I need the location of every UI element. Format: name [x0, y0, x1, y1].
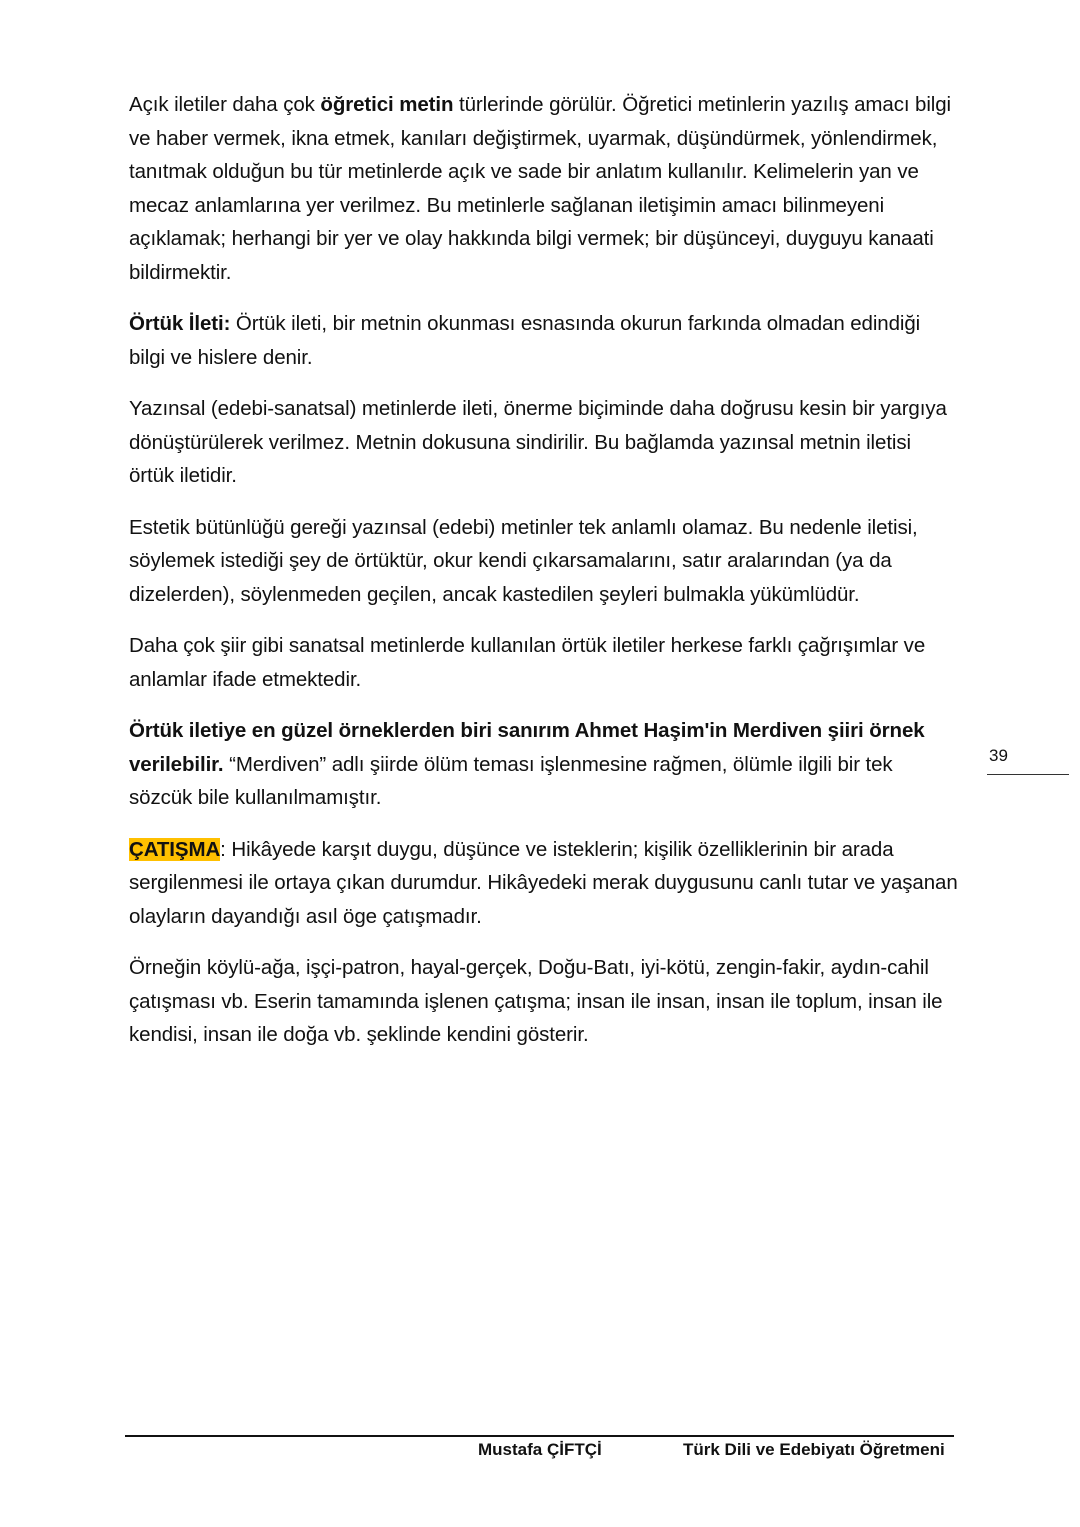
text-segment: Örneğin köylü-ağa, işçi-patron, hayal-gerçek, Doğu-Batı, iyi-kötü, zengin-fakir, aydın-cahil çatışması vb. Eserin tamamında işlenen çatışma; insan ile insan, insan ile toplum, insan ile kendisi, insan ile doğa vb. şeklinde kendini gösterir.	[129, 956, 943, 1046]
bold-term: öğretici metin	[320, 93, 454, 116]
footer-role: Türk Dili ve Edebiyatı Öğretmeni	[683, 1440, 945, 1459]
paragraph-ortuk-ileti-definition	[129, 307, 959, 374]
paragraph-yazinsal	[129, 392, 959, 493]
paragraph-catisma-examples	[129, 951, 959, 1052]
paragraph-siir	[129, 629, 959, 696]
document-body	[129, 88, 959, 1070]
page-number-underline	[987, 774, 1069, 775]
term-heading: Örtük İleti:	[129, 312, 231, 335]
text-segment: Yazınsal (edebi-sanatsal) metinlerde ileti, önerme biçiminde daha doğrusu kesin bir yargıya dönüştürülerek verilmez. Metnin dokusuna sindirilir. Bu bağlamda yazınsal metnin iletisi örtük iletidir.	[129, 397, 947, 487]
bold-statement: Örtük iletiye en güzel örneklerden biri sanırım Ahmet Haşim'in Merdiven şiiri örnek verilebilir.	[129, 719, 925, 776]
text-segment: türlerinde görülür. Öğretici metinlerin yazılış amacı bilgi ve haber vermek, ikna etmek, kanıları değiştirmek, uyarmak, düşündürmek, yönlendirmek, tanıtmak olduğun bu tür metinlerde açık ve sade bir anlatım kullanılır. Kelimelerin yan ve mecaz anlamlarına yer verilmez. Bu metinlerle sağlanan iletişimin amacı bilinmeyeni açıklamak; herhangi bir yer ve olay hakkında bilgi vermek; bir düşünceyi, duyguyu kanaati bildirmektir.	[129, 93, 952, 284]
text-segment: Açık iletiler daha çok	[129, 93, 321, 116]
paragraph-estetik	[129, 511, 959, 612]
page-number: 39	[989, 746, 1008, 765]
text-segment: “Merdiven” adlı şiirde ölüm teması işlenmesine rağmen, ölümle ilgili bir tek sözcük bile kullanılmamıştır.	[129, 752, 893, 809]
footer-divider	[125, 1435, 954, 1437]
text-segment: Örtük ileti, bir metnin okunması esnasında okurun farkında olmadan edindiği bilgi ve hislere denir.	[129, 312, 921, 369]
text-segment: Estetik bütünlüğü gereği yazınsal (edebi) metinler tek anlamlı olamaz. Bu nedenle iletisi, söylemek istediği şey de örtüktür, okur kendi çıkarsamalarını, satır aralarından (ya da dizelerden), söylenmeden geçilen, ancak kastedilen şeyleri bulmakla yükümlüdür.	[129, 515, 918, 606]
highlighted-term: ÇATIŞMA	[129, 837, 221, 861]
paragraph-acik-ileti	[129, 88, 959, 289]
paragraph-catisma-definition	[129, 833, 959, 934]
text-segment: : Hikâyede karşıt duygu, düşünce ve isteklerin; kişilik özelliklerinin bir arada sergilenmesi ile ortaya çıkan durumdur. Hikâyedeki merak duygusunu canlı tutar ve yaşanan olayların dayandığı asıl öge çatışmadır.	[129, 837, 958, 928]
footer-author: Mustafa ÇİFTÇİ	[478, 1440, 602, 1459]
paragraph-merdiven-example	[129, 714, 959, 815]
text-segment: Daha çok şiir gibi sanatsal metinlerde kullanılan örtük iletiler herkese farklı çağrışımlar ve anlamlar ifade etmektedir.	[129, 634, 926, 691]
